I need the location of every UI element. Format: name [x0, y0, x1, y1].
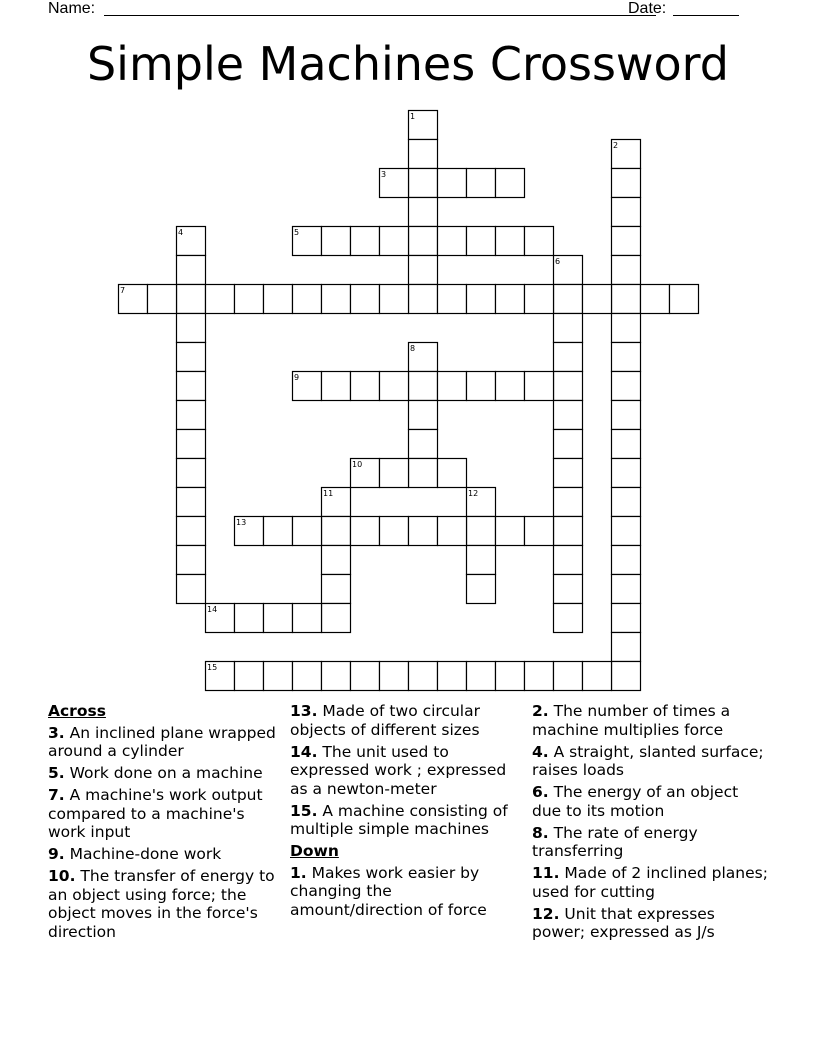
clue-across-3: 3. An inclined plane wrapped around a cylinder	[48, 723, 276, 760]
grid-cell[interactable]	[525, 517, 554, 546]
grid-cell[interactable]	[438, 169, 467, 198]
grid-cell[interactable]	[380, 372, 409, 401]
grid-cell[interactable]	[409, 198, 438, 227]
clue-across-7: 7. A machine's work output compared to a machine's work input	[48, 786, 263, 841]
grid-cell[interactable]	[554, 575, 583, 604]
clue-number-label: 8	[410, 344, 416, 353]
grid-cell[interactable]	[409, 372, 438, 401]
grid-cell[interactable]	[409, 140, 438, 169]
grid-cell[interactable]	[380, 459, 409, 488]
grid-cell[interactable]	[438, 227, 467, 256]
clue-down-6: 6. The energy of an object due to its motion	[532, 783, 739, 820]
clue-number-label: 10	[352, 460, 363, 469]
grid-cell[interactable]	[554, 314, 583, 343]
grid-cell[interactable]	[322, 604, 351, 633]
grid-cell[interactable]	[409, 227, 438, 256]
grid-cell[interactable]	[612, 488, 641, 517]
grid-cell[interactable]	[583, 285, 612, 314]
grid-cell[interactable]	[641, 285, 670, 314]
grid-cell[interactable]	[554, 488, 583, 517]
grid-cell[interactable]	[235, 285, 264, 314]
grid-cell[interactable]	[409, 430, 438, 459]
grid-cell[interactable]	[409, 285, 438, 314]
clues-column-1	[48, 702, 280, 945]
clue-number-label: 2	[613, 141, 619, 150]
clue-down-2: 2. The number of times a machine multiplies force	[532, 702, 731, 739]
grid-cell[interactable]	[554, 604, 583, 633]
grid-cell[interactable]	[235, 662, 264, 691]
grid-cell[interactable]	[467, 546, 496, 575]
grid-cell[interactable]	[467, 517, 496, 546]
grid-cell[interactable]	[612, 546, 641, 575]
grid-cell[interactable]	[409, 401, 438, 430]
clue-down-1: 1. Makes work easier by changing the amount/direction of force	[290, 863, 487, 919]
grid-cell[interactable]	[612, 459, 641, 488]
grid-cell[interactable]	[554, 285, 583, 314]
grid-cell[interactable]	[380, 285, 409, 314]
grid-cell[interactable]	[467, 372, 496, 401]
clue-number-label: 15	[207, 663, 218, 672]
clue-number-label: 13	[236, 518, 247, 527]
grid-cell[interactable]	[351, 372, 380, 401]
clue-number-label: 11	[323, 489, 334, 498]
grid-cell[interactable]	[554, 343, 583, 372]
grid-cell[interactable]	[554, 546, 583, 575]
grid-cell[interactable]	[670, 285, 699, 314]
grid-cell[interactable]	[554, 430, 583, 459]
clue-number-label: 14	[207, 605, 218, 614]
grid-cell[interactable]	[612, 517, 641, 546]
grid-cell[interactable]	[409, 517, 438, 546]
clue-down-8: 8. The rate of energy transferring	[532, 823, 698, 860]
clue-number-label: 12	[468, 489, 479, 498]
grid-cell[interactable]	[322, 372, 351, 401]
clue-across-14: 14. The unit used to expressed work ; expressed as a newton-meter	[290, 742, 507, 798]
clues-column-3	[532, 702, 768, 945]
clue-across-9: 9. Machine-done work	[48, 845, 222, 863]
grid-cell[interactable]	[612, 401, 641, 430]
clue-down-11: 11. Made of 2 inclined planes; used for cutting	[532, 864, 768, 901]
clue-across-15: 15. A machine consisting of multiple simple machines	[290, 801, 508, 838]
page-title: Simple Machines Crossword	[86, 37, 729, 91]
grid-cell[interactable]	[177, 546, 206, 575]
clue-number-label: 9	[294, 373, 300, 382]
grid-cell[interactable]	[177, 459, 206, 488]
date-label: Date:	[628, 0, 667, 17]
grid-cell[interactable]	[612, 430, 641, 459]
grid-cell[interactable]	[612, 198, 641, 227]
grid-cell[interactable]	[467, 169, 496, 198]
grid-cell[interactable]	[351, 517, 380, 546]
grid-cell[interactable]	[438, 372, 467, 401]
grid-cell[interactable]	[438, 517, 467, 546]
grid-cell[interactable]	[438, 285, 467, 314]
grid-cell[interactable]	[554, 372, 583, 401]
clues-column-2	[290, 702, 526, 923]
grid-cell[interactable]	[264, 662, 293, 691]
grid-cell[interactable]	[351, 285, 380, 314]
grid-cell[interactable]	[467, 575, 496, 604]
clue-number-label: 3	[381, 170, 387, 179]
grid-cell[interactable]	[525, 372, 554, 401]
grid-cell[interactable]	[322, 546, 351, 575]
grid-cell[interactable]	[612, 314, 641, 343]
grid-cell[interactable]	[409, 256, 438, 285]
grid-cell[interactable]	[351, 227, 380, 256]
grid-cell[interactable]	[177, 517, 206, 546]
grid-cell[interactable]	[264, 517, 293, 546]
grid-cell[interactable]	[525, 227, 554, 256]
grid-cell[interactable]	[293, 517, 322, 546]
across-heading: Across	[48, 702, 106, 720]
grid-cell[interactable]	[612, 372, 641, 401]
grid-cell[interactable]	[322, 517, 351, 546]
grid-cell[interactable]	[612, 343, 641, 372]
grid-cell[interactable]	[351, 662, 380, 691]
down-heading: Down	[290, 842, 339, 860]
grid-cell[interactable]	[380, 662, 409, 691]
grid-cell[interactable]	[467, 662, 496, 691]
clue-down-12: 12. Unit that expresses power; expressed as J/s	[532, 904, 715, 941]
grid-cell[interactable]	[525, 662, 554, 691]
grid-cell[interactable]	[206, 285, 235, 314]
clue-down-4: 4. A straight, slanted surface; raises loads	[532, 742, 764, 779]
grid-cell[interactable]	[496, 662, 525, 691]
clue-number-label: 1	[410, 112, 416, 121]
grid-cell[interactable]	[177, 285, 206, 314]
clue-across-10: 10. The transfer of energy to an object using force; the object moves in the force's direction	[48, 867, 275, 941]
grid-cell[interactable]	[380, 227, 409, 256]
grid-cell[interactable]	[467, 285, 496, 314]
grid-cell[interactable]	[177, 256, 206, 285]
grid-cell[interactable]	[293, 662, 322, 691]
grid-cell[interactable]	[612, 169, 641, 198]
clue-across-5: 5. Work done on a machine	[48, 764, 263, 782]
grid-cell[interactable]	[612, 575, 641, 604]
clue-number-label: 6	[555, 257, 561, 266]
grid-cell[interactable]	[322, 575, 351, 604]
grid-cell[interactable]	[177, 430, 206, 459]
grid-cell[interactable]	[177, 575, 206, 604]
clue-number-label: 4	[178, 228, 184, 237]
clue-number-label: 5	[294, 228, 300, 237]
grid-cell[interactable]	[177, 314, 206, 343]
grid-cell[interactable]	[177, 372, 206, 401]
grid-cell[interactable]	[554, 459, 583, 488]
grid-cell[interactable]	[177, 343, 206, 372]
grid-cell[interactable]	[496, 169, 525, 198]
grid-cell[interactable]	[583, 662, 612, 691]
grid-cell[interactable]	[612, 256, 641, 285]
grid-cell[interactable]	[264, 604, 293, 633]
grid-cell[interactable]	[554, 517, 583, 546]
grid-cell[interactable]	[496, 227, 525, 256]
grid-cell[interactable]	[496, 372, 525, 401]
grid-cell[interactable]	[438, 662, 467, 691]
grid-cell[interactable]	[409, 169, 438, 198]
grid-cell[interactable]	[148, 285, 177, 314]
grid-cell[interactable]	[496, 517, 525, 546]
grid-cell[interactable]	[554, 662, 583, 691]
grid-cell[interactable]	[322, 662, 351, 691]
grid-cell[interactable]	[612, 227, 641, 256]
grid-cell[interactable]	[438, 459, 467, 488]
grid-cell[interactable]	[525, 285, 554, 314]
grid-cell[interactable]	[177, 401, 206, 430]
grid-cell[interactable]	[612, 604, 641, 633]
grid-cell[interactable]	[612, 285, 641, 314]
grid-cell[interactable]	[264, 285, 293, 314]
grid-cell[interactable]	[293, 285, 322, 314]
grid-cell[interactable]	[409, 459, 438, 488]
name-label: Name:	[48, 0, 96, 17]
grid-cell[interactable]	[293, 604, 322, 633]
grid-cell[interactable]	[612, 633, 641, 662]
clue-number-label: 7	[120, 286, 126, 295]
grid-cell[interactable]	[177, 488, 206, 517]
grid-cell[interactable]	[467, 227, 496, 256]
grid-cell[interactable]	[496, 285, 525, 314]
grid-cell[interactable]	[409, 662, 438, 691]
grid-cell[interactable]	[235, 604, 264, 633]
grid-cell[interactable]	[612, 662, 641, 691]
grid-cell[interactable]	[380, 517, 409, 546]
grid-cell[interactable]	[554, 401, 583, 430]
clue-across-13: 13. Made of two circular objects of different sizes	[290, 702, 480, 739]
grid-cell[interactable]	[322, 285, 351, 314]
grid-cell[interactable]	[322, 227, 351, 256]
